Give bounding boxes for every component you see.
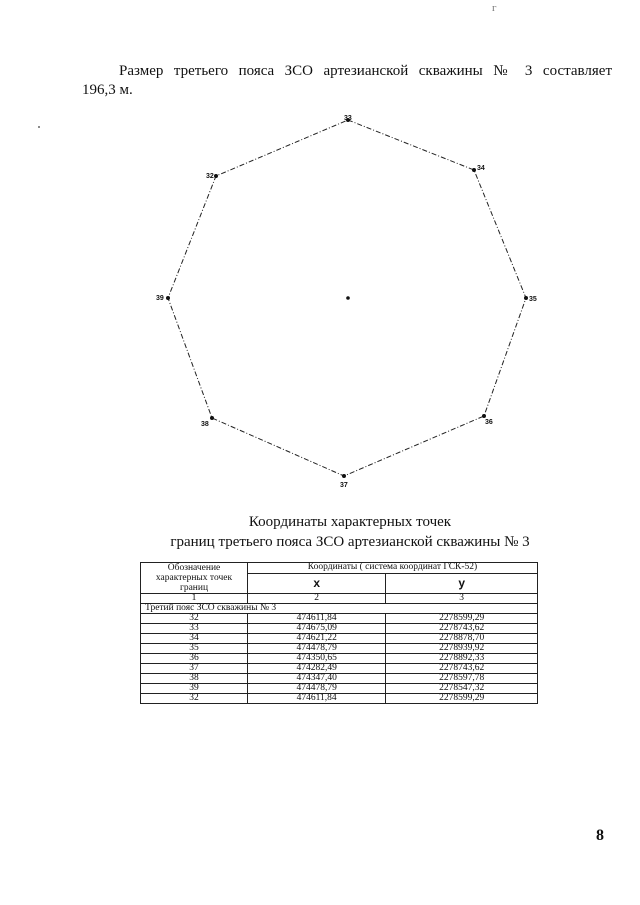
- table-cell-y: 2278547,32: [386, 684, 538, 694]
- table-row: [141, 674, 538, 684]
- center-point: [346, 296, 350, 300]
- vertex-label: 37: [340, 482, 348, 489]
- vertex-37: [340, 474, 348, 489]
- table-cell-point: 33: [141, 624, 248, 634]
- margin-dot: [38, 126, 40, 128]
- intro-line-2: 196,3 м.: [82, 82, 133, 98]
- vertex-marker: [524, 296, 528, 300]
- vertex-label: 39: [156, 295, 164, 302]
- table-header-row: [141, 563, 538, 574]
- section-row: [141, 604, 538, 614]
- vertex-marker: [166, 296, 170, 300]
- table-cell-y: 2278743,62: [386, 664, 538, 674]
- table-title-line-1: Координаты характерных точек: [248, 514, 452, 530]
- vertex-marker: [210, 416, 214, 420]
- header-mark: г: [492, 2, 497, 14]
- table-cell-x: 474611,84: [248, 614, 386, 624]
- header-coordinates: Координаты ( система координат ГСК-52): [248, 563, 538, 574]
- vertex-marker: [214, 174, 218, 178]
- vertex-marker: [342, 474, 346, 478]
- vertex-39: [156, 295, 170, 302]
- table-row: [141, 684, 538, 694]
- table-cell-x: 474350,65: [248, 654, 386, 664]
- table-cell-x: 474282,49: [248, 664, 386, 674]
- table-cell-point: 37: [141, 664, 248, 674]
- vertex-38: [201, 416, 214, 428]
- table-row: [141, 634, 538, 644]
- column-number: 1: [141, 594, 248, 604]
- table-cell-x: 474611,84: [248, 694, 386, 704]
- intro-paragraph: [82, 62, 612, 100]
- vertex-label: 32: [206, 173, 214, 180]
- table-cell-y: 2278892,33: [386, 654, 538, 664]
- table-cell-y: 2278599,29: [386, 614, 538, 624]
- intro-line-1: Размер третьего поясa ЗСО артезианской скважины № 3 составляет: [119, 63, 612, 79]
- table-cell-point: 38: [141, 674, 248, 684]
- table-cell-x: 474621,22: [248, 634, 386, 644]
- table-cell-point: 39: [141, 684, 248, 694]
- table-row: [141, 694, 538, 704]
- vertex-33: [344, 115, 352, 122]
- vertex-34: [472, 165, 485, 172]
- table-row: [141, 644, 538, 654]
- table-row: [141, 654, 538, 664]
- coordinates-table: [140, 562, 538, 704]
- page-number: 8: [596, 827, 604, 844]
- header-x: х: [248, 573, 386, 593]
- vertex-label: 33: [344, 115, 352, 122]
- table-cell-point: 32: [141, 614, 248, 624]
- vertex-marker: [472, 168, 476, 172]
- table-row: [141, 664, 538, 674]
- vertex-label: 35: [529, 296, 537, 303]
- zone-boundary-diagram: [140, 108, 560, 498]
- table-cell-y: 2278878,70: [386, 634, 538, 644]
- table-cell-point: 36: [141, 654, 248, 664]
- table-cell-x: 474478,79: [248, 684, 386, 694]
- vertex-32: [206, 173, 218, 180]
- column-number-row: [141, 594, 538, 604]
- column-number: 2: [248, 594, 386, 604]
- vertex-marker: [482, 414, 486, 418]
- table-cell-point: 32: [141, 694, 248, 704]
- table-cell-x: 474347,40: [248, 674, 386, 684]
- vertex-label: 34: [477, 165, 485, 172]
- table-cell-y: 2278743,62: [386, 624, 538, 634]
- header-y: у: [386, 573, 538, 593]
- table-row: [141, 624, 538, 634]
- table-cell-x: 474478,79: [248, 644, 386, 654]
- vertex-label: 36: [485, 419, 493, 426]
- table-row: [141, 614, 538, 624]
- table-cell-point: 35: [141, 644, 248, 654]
- table-title-line-2: границ третьего пояса ЗСО артезианской скважины № 3: [170, 534, 530, 550]
- column-number: 3: [386, 594, 538, 604]
- table-cell-y: 2278599,29: [386, 694, 538, 704]
- table-cell-y: 2278597,78: [386, 674, 538, 684]
- section-label: Третий пояс ЗСО скважины № 3: [141, 604, 538, 614]
- vertex-36: [482, 414, 493, 426]
- table-cell-y: 2278939,92: [386, 644, 538, 654]
- vertex-label: 38: [201, 421, 209, 428]
- vertex-35: [524, 296, 537, 303]
- header-designation: Обозначение характерных точек границ: [141, 563, 248, 594]
- table-cell-x: 474675,09: [248, 624, 386, 634]
- table-cell-point: 34: [141, 634, 248, 644]
